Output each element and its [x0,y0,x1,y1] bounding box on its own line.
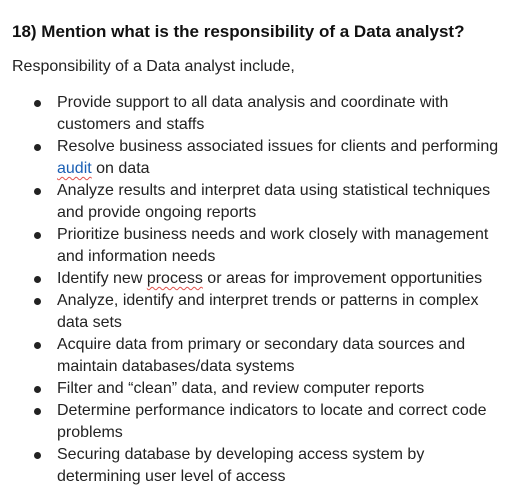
list-item-text: Filter and “clean” data, and review computer reports [57,380,425,397]
list-item-text-post: or areas for improvement opportunities [202,270,483,287]
intro-text: Responsibility of a Data analyst include, [12,58,295,75]
spellcheck-word[interactable]: process [146,270,203,287]
list-item [12,136,511,180]
list-item [12,224,511,268]
list-item-text: Determine performance indicators to locate and correct code problems [57,402,487,441]
list-item-text: Analyze, identify and interpret trends or patterns in complex data sets [57,292,479,331]
list-item [12,180,511,224]
list-item-text: Securing database by developing access system by determining user level of access [57,446,425,485]
list-item [12,290,511,334]
bullet-icon [34,408,41,415]
list-item [12,444,511,488]
responsibility-list [12,92,511,488]
list-item-text-post: on data [91,160,150,177]
list-item-text: Analyze results and interpret data using statistical techniques and provide ongoing reports [57,182,491,221]
list-item-text: Provide support to all data analysis and coordinate with customers and staffs [57,94,449,133]
list-item-text: Prioritize business needs and work closely with management and information needs [57,226,489,265]
list-item [12,400,511,444]
list-item [12,334,511,378]
bullet-icon [34,298,41,305]
bullet-icon [34,144,41,151]
list-item [12,92,511,136]
bullet-icon [34,188,41,195]
list-item-text: Acquire data from primary or secondary data sources and maintain databases/data systems [57,336,466,375]
bullet-icon [34,452,41,459]
list-item-text-pre: Identify new [57,270,147,287]
question-heading: 18) Mention what is the responsibility of a Data analyst? [12,22,465,41]
bullet-icon [34,232,41,239]
spellcheck-word[interactable]: audit [57,160,92,177]
list-item-text-pre: Resolve business associated issues for clients and performing [57,138,499,155]
list-item [12,378,511,400]
bullet-icon [34,342,41,349]
bullet-icon [34,100,41,107]
bullet-icon [34,276,41,283]
bullet-icon [34,386,41,393]
list-item [12,268,511,290]
